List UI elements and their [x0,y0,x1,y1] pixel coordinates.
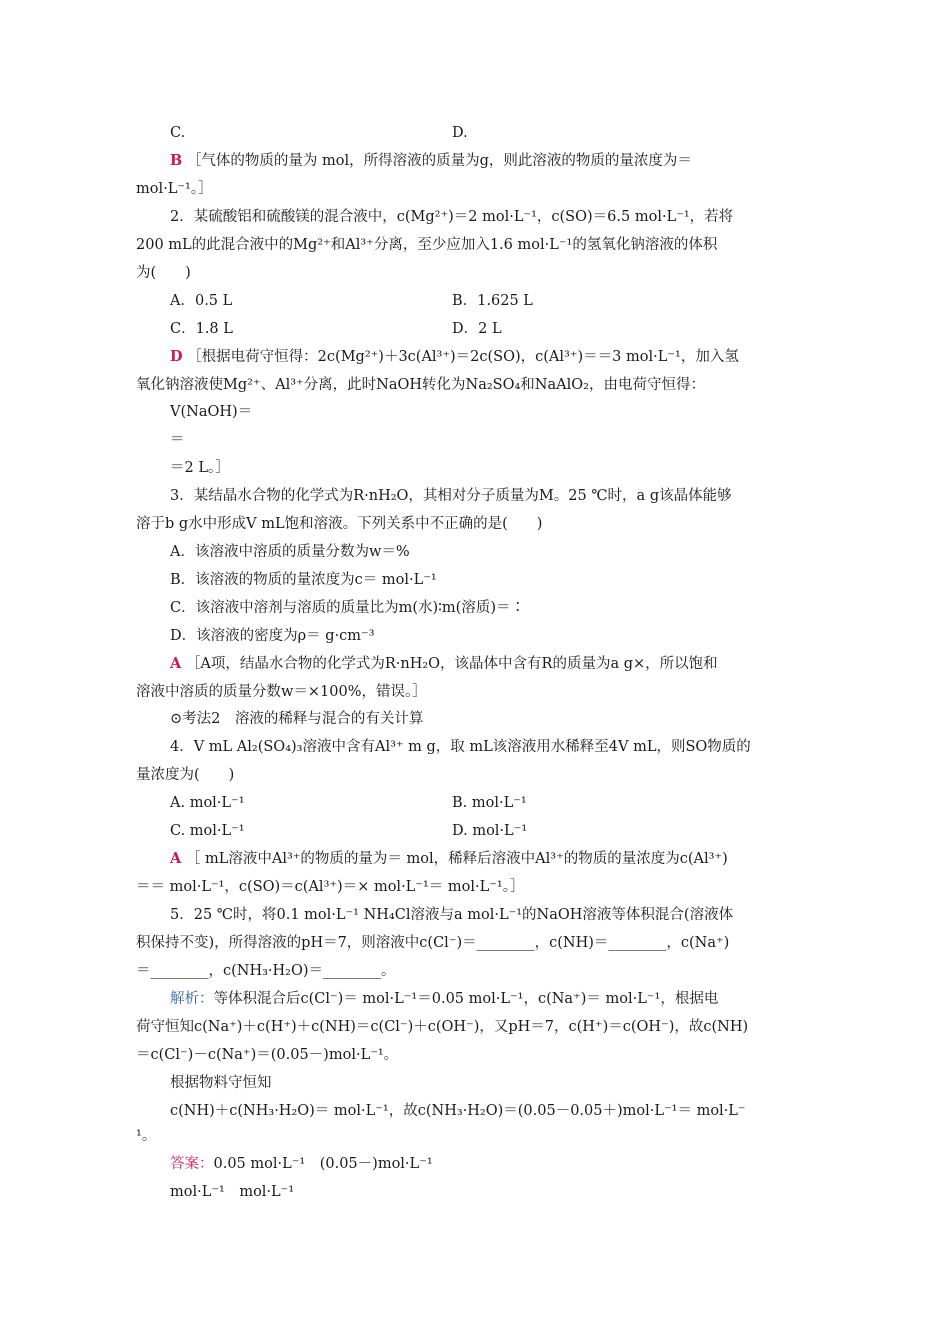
section-heading: ⊙考法2 溶液的稀释与混合的有关计算 [170,711,424,727]
answer-line-3 [170,654,718,674]
equation-line: ＝ [170,432,185,448]
text-line: 积保持不变)，所得溶液的pH＝7，则溶液中c(Cl⁻)＝________，c(NH)＝________，c(Na⁺) [136,935,730,951]
text-line: c(NH)＋c(NH₃·H₂O)＝ mol·L⁻¹，故c(NH₃·H₂O)＝(0.05－0.05＋)mol·L⁻¹＝ mol·L⁻ [170,1103,746,1119]
option-d: D．该溶液的密度为ρ＝ g·cm⁻³ [170,628,375,644]
answer-line-4 [170,849,728,869]
analysis-text: 等体积混合后c(Cl⁻)＝ mol·L⁻¹＝0.05 mol·L⁻¹，c(Na⁺)＝ mol·L⁻¹，根据电 [213,991,719,1007]
text-line: mol·L⁻¹ mol·L⁻¹ [170,1184,295,1200]
text-line: ＝＝ mol·L⁻¹，c(SO)＝c(Al³⁺)＝× mol·L⁻¹＝ mol·L⁻¹。］ [136,879,525,895]
option-b: B．1.625 L [452,293,533,309]
answer-letter: D [170,348,183,365]
option-d: D．2 L [452,321,502,337]
text-line: 量浓度为( ) [136,767,235,783]
text-line: ¹。 [136,1128,157,1144]
question-4: 4．V mL Al₂(SO₄)₃溶液中含有Al³⁺ m g，取 mL该溶液用水稀释至4V mL，则SO物质的 [170,739,751,755]
option-c: C．1.8 L [170,321,233,337]
answer-line-2 [170,347,739,367]
option-b: B．该溶液的物质的量浓度为c＝ mol·L⁻¹ [170,572,437,588]
answer-text: 0.05 mol·L⁻¹ (0.05－)mol·L⁻¹ [213,1156,433,1172]
analysis-label: 解析： [170,991,214,1007]
equation-line: V(NaOH)＝ [170,404,253,420]
option-c: C. [170,125,186,141]
option-a: A．0.5 L [170,293,233,309]
text-line: ＝________，c(NH₃·H₂O)＝________。 [136,963,396,979]
answer-line-1 [170,151,692,171]
text-line: 氧化钠溶液使Mg²⁺、Al³⁺分离，此时NaOH转化为Na₂SO₄和NaAlO₂，由电荷守恒得： [136,377,705,393]
question-3: 3．某结晶水合物的化学式为R·nH₂O，其相对分子质量为M。25 ℃时，a g该晶体能够 [170,488,732,504]
answer-letter: A [170,655,182,672]
text-line: 溶液中溶质的质量分数w＝×100%，错误。］ [136,684,427,700]
text-line: 根据物料守恒知 [170,1075,272,1091]
answer-label: 答案： [170,1156,214,1172]
text-line: 为( ) [136,265,191,281]
option-a: A．该溶液中溶质的质量分数为w＝% [170,544,410,560]
text-line: mol·L⁻¹。］ [136,181,213,197]
analysis-line [170,989,718,1009]
explanation-text: ［ mL溶液中Al³⁺的物质的量为＝ mol，稀释后溶液中Al³⁺的物质的量浓度为c(Al³⁺) [185,851,728,867]
equation-line: ＝2 L。］ [170,460,230,476]
option-a: A. mol·L⁻¹ [170,795,245,811]
option-d: D. mol·L⁻¹ [452,823,528,839]
explanation-text: ［A项，结晶水合物的化学式为R·nH₂O，该晶体中含有R的质量为a g×，所以饱和 [185,656,718,672]
option-d: D. [452,125,468,141]
question-5: 5．25 ℃时，将0.1 mol·L⁻¹ NH₄Cl溶液与a mol·L⁻¹的NaOH溶液等体积混合(溶液体 [170,907,734,923]
text-line: 200 mL的此混合液中的Mg²⁺和Al³⁺分离，至少应加入1.6 mol·L⁻¹的氢氧化钠溶液的体积 [136,237,718,253]
answer-letter: B [170,152,183,169]
option-c: C．该溶液中溶剂与溶质的质量比为m(水)∶m(溶质)＝∶ [170,600,525,616]
answer-key-line [170,1154,433,1174]
text-line: 荷守恒知c(Na⁺)＋c(H⁺)＋c(NH)＝c(Cl⁻)＋c(OH⁻)，又pH＝7，c(H⁺)＝c(OH⁻)，故c(NH) [136,1019,749,1035]
option-c: C. mol·L⁻¹ [170,823,245,839]
text-line: 溶于b g水中形成V mL饱和溶液。下列关系中不正确的是( ) [136,516,543,532]
explanation-text: ［气体的物质的量为 mol，所得溶液的质量为g，则此溶液的物质的量浓度为＝ [186,153,692,169]
answer-letter: A [170,850,182,867]
option-b: B. mol·L⁻¹ [452,795,527,811]
explanation-text: ［根据电荷守恒得：2c(Mg²⁺)＋3c(Al³⁺)＝2c(SO)，c(Al³⁺)＝＝3 mol·L⁻¹，加入氢 [187,349,739,365]
question-2: 2．某硫酸铝和硫酸镁的混合液中，c(Mg²⁺)＝2 mol·L⁻¹，c(SO)＝6.5 mol·L⁻¹，若将 [170,209,734,225]
text-line: ＝c(Cl⁻)－c(Na⁺)＝(0.05－)mol·L⁻¹。 [136,1047,399,1063]
